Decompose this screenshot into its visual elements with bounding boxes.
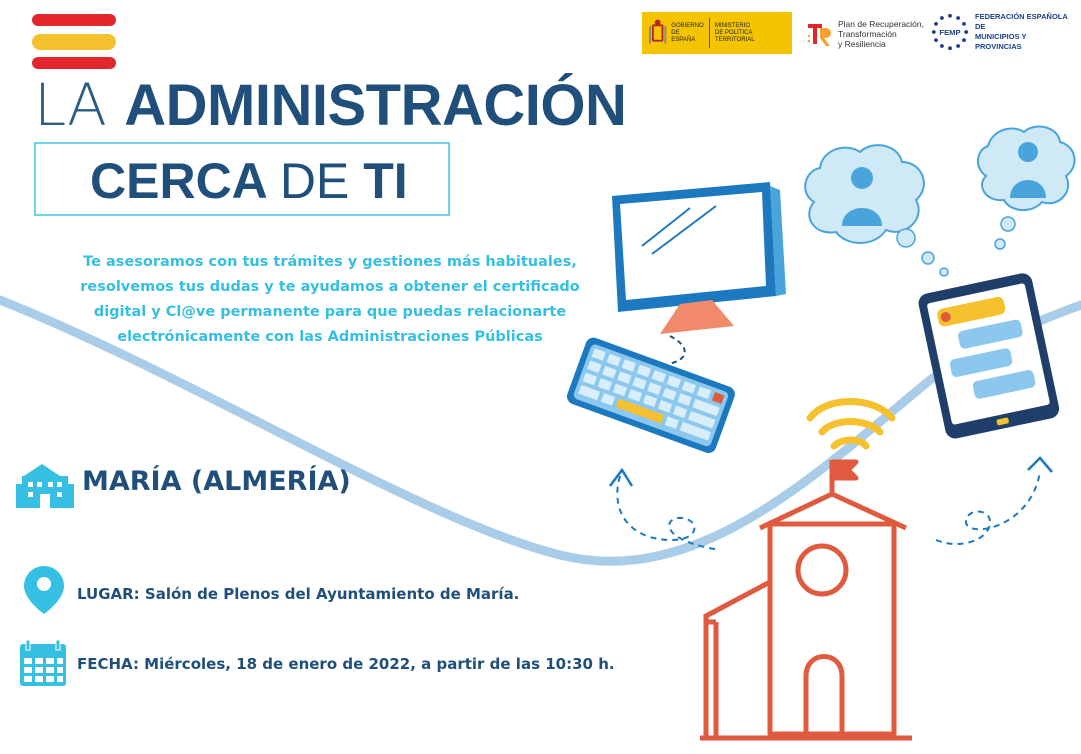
title-bold: ADMINISTRACIÓN [124, 73, 627, 138]
intro-text [60, 250, 600, 350]
location-pin-icon [24, 566, 64, 614]
event-location: LUGAR: Salón de Plenos del Ayuntamiento de María. [77, 585, 520, 603]
subtitle [90, 152, 408, 210]
event-place: MARÍA (ALMERÍA) [82, 466, 351, 497]
plan-line1: Plan de Recuperación, [838, 19, 925, 29]
dashed-arrow-right [936, 472, 1040, 544]
tablet-chat-icon [917, 271, 1061, 440]
arrow-head-left [610, 470, 632, 486]
subtitle-bold2: TI [363, 153, 408, 209]
event-date: FECHA: Miércoles, 18 de enero de 2022, a partir de las 10:30 h. [77, 655, 615, 673]
intro-line2: resolvemos tus dudas y te ayudamos a obtener el certificado [80, 279, 580, 295]
femp-line1: FEDERACIÓN ESPAÑOLA DE [975, 12, 1068, 31]
femp-line2: MUNICIPIOS Y PROVINCIAS [975, 32, 1027, 51]
keyboard-icon [565, 335, 737, 455]
school-building-icon [16, 464, 74, 508]
page-title [34, 70, 626, 141]
plan-line3: y Resiliencia [838, 39, 886, 49]
thought-bubble-user-icon-2 [978, 127, 1075, 249]
subtitle-bold1: CERCA [90, 153, 280, 209]
gobierno-line2: DE ESPAÑA [671, 29, 696, 43]
calendar-icon [20, 640, 66, 686]
plan-line2: Transformación [838, 29, 897, 39]
ministerio-line1: MINISTERIO [714, 22, 750, 29]
arrow-head-right [1028, 458, 1052, 472]
town-hall-building-icon [700, 460, 912, 740]
ministerio-line2: DE POLÍTICA TERRITORIAL [714, 29, 755, 43]
intro-line1: Te asesoramos con tus trámites y gestiones más habituales, [83, 254, 577, 270]
intro-line3: digital y Cl@ve permanente para que puedas relacionarte [93, 304, 567, 320]
subtitle-light: DE [279, 153, 364, 209]
computer-monitor-icon [612, 182, 786, 364]
intro-line4: electrónicamente con las Administraciones Públicas [117, 329, 543, 345]
gobierno-line1: GOBIERNO [671, 22, 704, 29]
title-light: LA [34, 71, 125, 139]
thought-bubble-user-icon-1 [805, 145, 948, 276]
femp-badge-text: FEMP [939, 27, 961, 37]
